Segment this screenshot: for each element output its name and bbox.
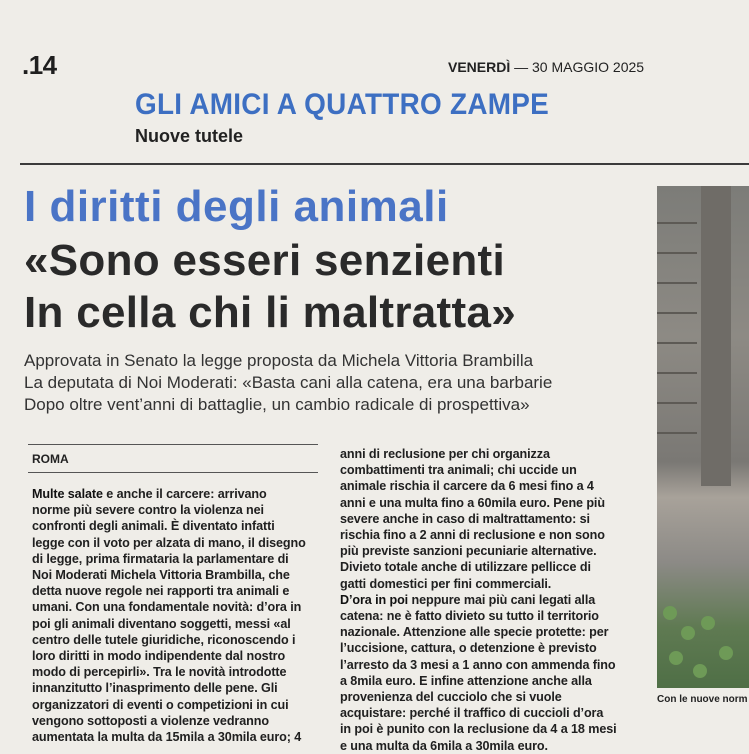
body-line: in poi è punito con la reclusione da 4 a 18 mesi — [340, 722, 617, 737]
body-text: e anche il carcere: arrivano — [102, 487, 267, 501]
body-line: Noi Moderati Michela Vittoria Brambilla, che — [32, 568, 290, 583]
photo-plank — [657, 196, 697, 224]
photo-plank — [657, 376, 697, 404]
date-day: VENERDÌ — [448, 59, 511, 75]
photo-plank — [657, 286, 697, 314]
article-photo — [657, 186, 749, 688]
photo-leaf — [669, 651, 683, 665]
photo-leaf — [719, 646, 733, 660]
section-rubric: GLI AMICI A QUATTRO ZAMPE — [135, 88, 550, 121]
dateline — [448, 59, 644, 75]
headline-line-2: In cella chi li maltratta» — [24, 288, 516, 337]
body-line: confronti degli animali. È diventato infatti — [32, 519, 275, 534]
section-subtitle: Nuove tutele — [135, 126, 244, 146]
body-line: umani. Con una fondamentale novità: d’ora in — [32, 600, 302, 615]
body-line: centro delle tutele giuridiche, riconoscendo i — [32, 632, 296, 647]
date-text: — 30 MAGGIO 2025 — [514, 59, 645, 75]
body-line: norme più severe contro la violenza nei — [32, 503, 264, 518]
body-line: e una multa da 6mila a 30mila euro. — [340, 738, 548, 753]
deck — [24, 350, 644, 416]
body-line: loro diritti in modo indipendente dal nostro — [32, 649, 286, 664]
lead-in: D’ora in poi — [340, 592, 409, 607]
body-line: l’arresto da 3 mesi a 1 anno con ammenda fino — [340, 657, 616, 672]
body-line: legge con il voto per alzata di mano, il disegno — [32, 535, 306, 550]
body-line: a 8mila euro. E infine attenzione anche alla — [340, 673, 592, 688]
body-line: più previste sanzioni pecuniarie alternative. — [340, 544, 597, 559]
body-line: vengono sottoposti a violenze vedranno — [32, 713, 269, 728]
photo-plank — [657, 226, 697, 254]
body-line: poi gli animali diventano soggetti, messi «al — [32, 616, 291, 631]
body-line: anni di reclusione per chi organizza — [340, 447, 550, 461]
body-line: provenienza del cucciolo che si vuole — [340, 690, 562, 705]
photo-plank — [657, 406, 697, 434]
lead-in: Multe salate — [32, 487, 103, 501]
photo-caption: Con le nuove norm — [657, 694, 748, 705]
body-line: severe anche in caso di maltrattamento: si — [340, 511, 590, 526]
body-line: gatti domestici per fini commerciali. — [340, 576, 552, 591]
body-line: Divieto totale anche di utilizzare pellicce di — [340, 560, 591, 575]
photo-plank — [657, 346, 697, 374]
body-line: combattimenti tra animali; chi uccide un — [340, 463, 577, 478]
page-number: .14 — [22, 50, 57, 80]
dateline-location: ROMA — [32, 452, 69, 466]
body-line: modo di percepirli». Tra le novità introdotte — [32, 665, 287, 680]
kicker-headline: I diritti degli animali — [24, 182, 449, 231]
deck-line: Dopo oltre vent’anni di battaglie, un cambio radicale di prospettiva» — [24, 395, 530, 414]
photo-plank — [657, 256, 697, 284]
photo-plank — [657, 316, 697, 344]
body-text: neppure mai più cani legati alla — [408, 592, 596, 607]
deck-line: Approvata in Senato la legge proposta da Michela Vittoria Brambilla — [24, 351, 534, 370]
photo-leaf — [681, 626, 695, 640]
photo-leaf — [701, 616, 715, 630]
deck-line: La deputata di Noi Moderati: «Basta cani alla catena, era una barbarie — [24, 373, 553, 392]
photo-post — [701, 186, 731, 486]
body-line: aumentata la multa da 15mila a 30mila euro; 4 — [32, 730, 302, 745]
body-line — [340, 592, 630, 608]
body-line: catena: ne è fatto divieto su tutto il territorio — [340, 609, 599, 624]
body-line: l’uccisione, cattura, o detenzione è previsto — [340, 641, 597, 656]
photo-leaf — [663, 606, 677, 620]
body-line: organizzatori di eventi o competizioni in cui — [32, 697, 289, 712]
body-line: detta nuove regole nei rapporti tra animali e — [32, 584, 290, 599]
body-column-2 — [340, 446, 630, 754]
body-line: animale rischia il carcere da 6 mesi fino a 4 — [340, 479, 594, 494]
body-line: anni e una multa fino a 60mila euro. Pene più — [340, 495, 605, 510]
headline-line-1: «Sono esseri senzienti — [24, 236, 505, 285]
body-column-1 — [32, 486, 322, 745]
column-rule — [28, 444, 318, 445]
column-rule — [28, 472, 318, 473]
body-line: nazionale. Attenzione alle specie protette: per — [340, 625, 609, 640]
header-rule — [20, 163, 749, 165]
body-line: rischia fino a 2 anni di reclusione e non sono — [340, 528, 605, 543]
body-line: innanzitutto l’inasprimento delle pene. Gli — [32, 681, 278, 696]
body-line: di legge, prima firmataria la parlamentare di — [32, 551, 289, 566]
photo-leaf — [693, 664, 707, 678]
body-line — [32, 486, 322, 502]
body-line: acquistare: perché il traffico di cuccioli d’ora — [340, 706, 604, 721]
